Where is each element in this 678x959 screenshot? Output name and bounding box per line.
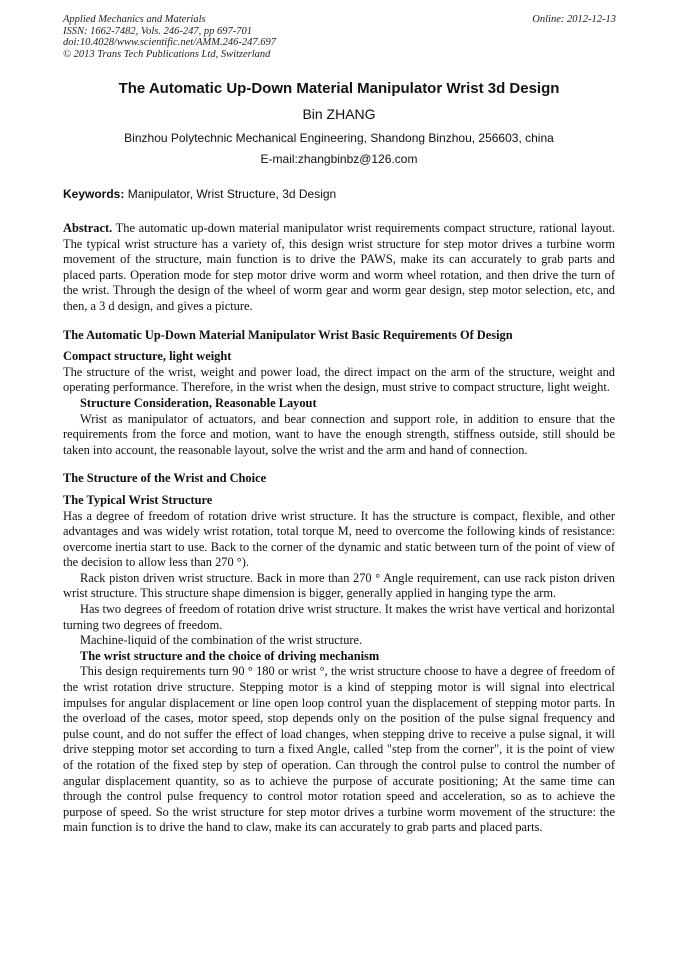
copyright-line: © 2013 Trans Tech Publications Ltd, Switzerland [63,48,271,60]
abstract-text: The automatic up-down material manipulator wrist requirements compact structure, rational layout. The typical wrist structure has a variety of, this design wrist structure for step motor drives a turbine worm movement of the structure, main function is to drive the PAWS, make its can accurately to grab parts and placed parts. Operation mode for step motor drive worm and worm wheel rotation, and then drive the turn of the wrist. Through the design of the wheel of worm gear and worm gear design, step motor selection, etc, and then, a 3 d design, and gives a picture. [63,221,615,313]
paper-title: The Automatic Up-Down Material Manipulator Wrist 3d Design [118,80,560,97]
keywords-label: Keywords: [63,187,125,201]
paragraph: The structure of the wrist, weight and power load, the direct impact on the arm of the structure, weight and operating performance. Therefore, in the wrist when the design, must strive to compact structure, light weight. [63,364,615,395]
abstract [63,221,615,315]
author-email: E-mail:zhangbinbz@126.com [260,152,418,166]
journal-name: Applied Mechanics and Materials [63,14,206,25]
keywords [63,187,623,201]
section-heading-2: The Structure of the Wrist and Choice [63,471,267,486]
issn-line: ISSN: 1662-7482, Vols. 246-247, pp 697-701 [63,25,252,37]
subsection-heading-compact: Compact structure, light weight [63,349,232,364]
journal-header [63,14,616,60]
subsection-heading-typical: The Typical Wrist Structure [63,492,213,507]
section-heading-1: The Automatic Up-Down Material Manipulator Wrist Basic Requirements Of Design [63,327,513,342]
abstract-label: Abstract. [63,221,113,235]
paragraph: Rack piston driven wrist structure. Back in more than 270 ° Angle requirement, can use rack piston driven wrist structure. This structure shape dimension is bigger, generally applied in hanging type the arm. [63,570,615,601]
subsection-heading-driving: The wrist structure and the choice of driving mechanism [80,648,380,663]
paragraph: Wrist as manipulator of actuators, and bear connection and support role, in addition to ensure that the requirements from the force and motion, want to have the enough strength, stiffness outside, still should be taken into account, the reasonable layout, solve the wrist and the arm and hand of connection. [63,411,615,457]
paragraph: This design requirements turn 90 ° 180 or wrist °, the wrist structure choose to have a degree of freedom of the wrist rotation drive structure. Stepping motor is a kind of stepping motor is will signal into electrical impulses for angular displacement or line open loop control yuan the displacement of stepping motor parts. In the overload of the cases, motor speed, stop depends only on the position of the pulse signal frequency and pulse count, and do not suffer the effect of load changes, when stepping drive to receive a pulse signal, it will drive stepping motor set according to turn a fixed Angle, called "step from the corner", it is the point of view of the rotation of the fixed step by step of operation. Can through the control pulse to control the number of angular displacement quantity, so as to achieve the purpose of accurate positioning; At the same time can through the control pulse frequency to control motor rotation speed and acceleration, so as to achieve the purpose of speed. So the wrist structure for step motor drives a turbine worm movement of the structure: the main function is to drive the hand to claw, make its can accurately to grab parts and placed parts. [63,664,615,835]
paper-body [63,221,615,836]
paragraph: Has two degrees of freedom of rotation drive wrist structure. It makes the wrist have vertical and horizontal turning two degrees of freedom. [63,602,615,632]
paragraph: Machine-liquid of the combination of the wrist structure. [80,633,363,648]
keywords-text: Manipulator, Wrist Structure, 3d Design [124,187,337,201]
subsection-heading-layout: Structure Consideration, Reasonable Layout [80,395,317,410]
online-date: Online: 2012-12-13 [532,14,616,25]
affiliation: Binzhou Polytechnic Mechanical Engineering, Shandong Binzhou, 256603, china [124,131,554,145]
paragraph: Has a degree of freedom of rotation drive wrist structure. It has the structure is compact, flexible, and other advantages and was widely wrist rotation, total torque M, need to overcome the following kinds of resistance: overcome inertia start to use. Back to the corner of the dynamic and static between turn of the point of view of the decision to allow less than 270 °). [63,508,615,570]
doi-line: doi:10.4028/www.scientific.net/AMM.246-247.697 [63,37,276,48]
author-name: Bin ZHANG [302,106,376,122]
